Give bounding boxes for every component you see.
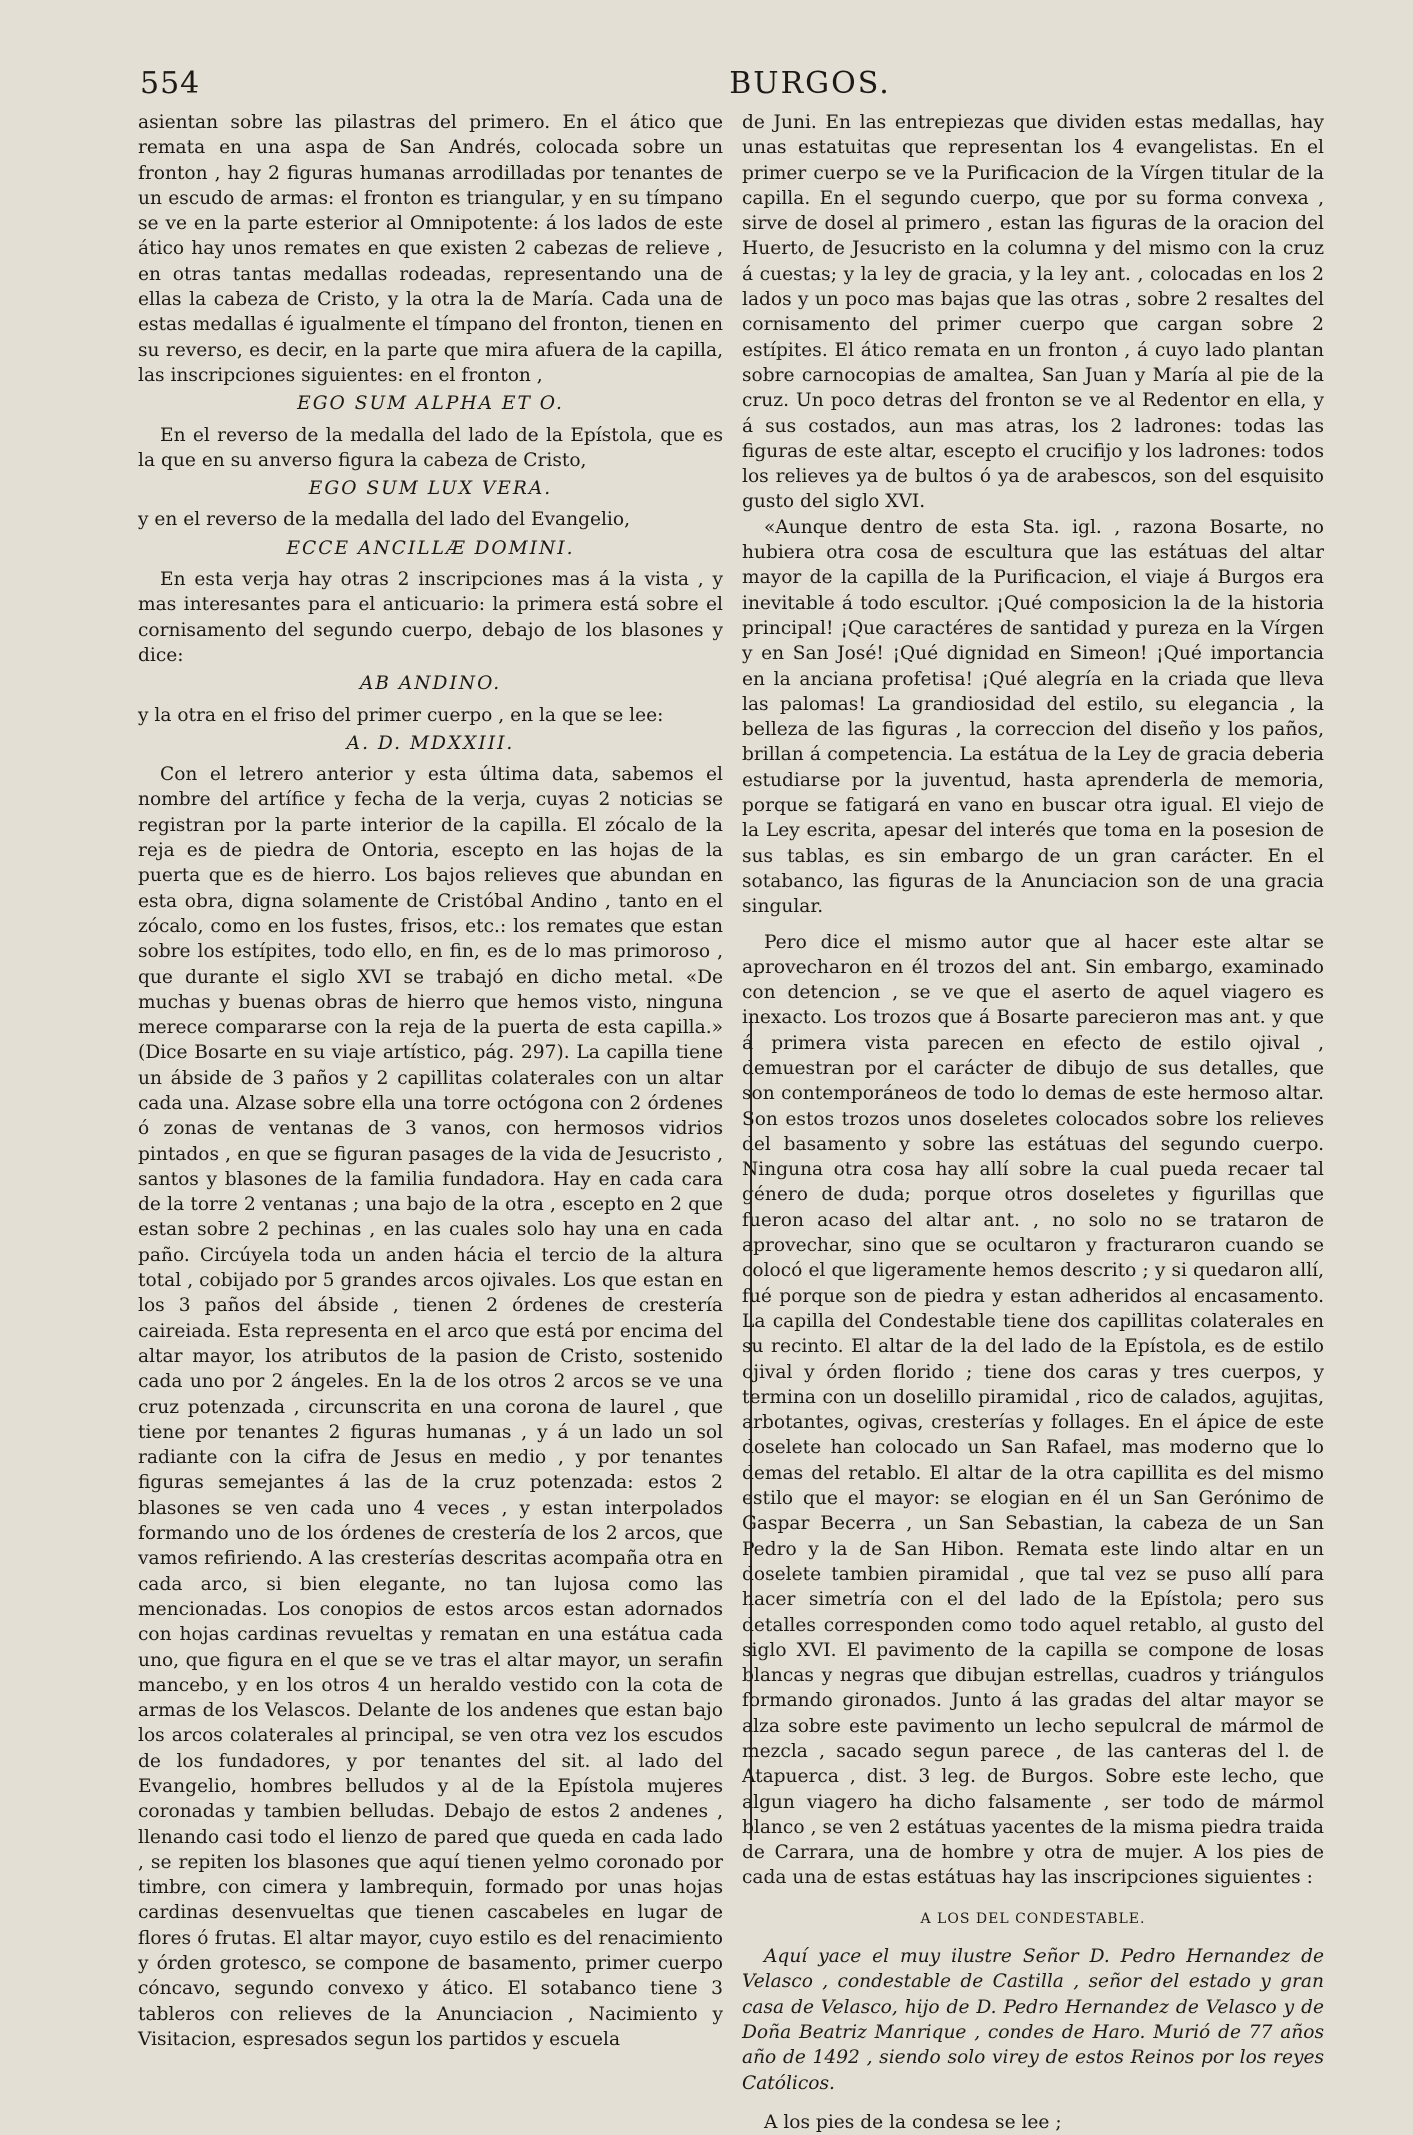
- page-number: 554: [140, 66, 201, 101]
- inscription: A. D. MDXXIII.: [346, 732, 515, 754]
- paragraph: A los pies de la condesa se lee ;: [764, 2111, 1062, 2133]
- paragraph: En esta verja hay otras 2 inscripciones mas á la vista , y mas interesantes para el anticuario: la primera está sobre el cornisamento del segundo cuerpo, debajo de los blasones y dice:: [138, 569, 723, 666]
- paragraph: y en el reverso de la medalla del lado del Evangelio,: [138, 509, 630, 531]
- inscription: EGO SUM ALPHA ET O.: [297, 393, 564, 415]
- paragraph: «Aunque dentro de esta Sta. igl. , razona Bosarte, no hubiera otra cosa de escultura que las estátuas del altar mayor de la capilla de la Purificacion, el viaje á Burgos era inevitable á todo escultor. ¡Qué composicion la de la historia principal! ¡Que caractéres de santidad y pureza en la Vírgen y en San José! ¡Qué dignidad en Simeon! ¡Qué importancia en la anciana profetisa! ¡Qué alegría en la criada que lleva las palomas! La grandiosidad del estilo, su elegancia , la belleza de las figuras , la correccion del diseño y los paños, brillan á competencia. La estátua de la Ley de gracia deberia estudiarse por la juventud, hasta aprenderla de memoria, porque se fatigará en vano en buscar otra igual. El viejo de la Ley escrita, apesar del interés que toma en la posesion de sus tablas, es sin embargo de un gran carácter. En el sotabanco, las figuras de la Anunciacion son de una gracia singular.: [742, 516, 1324, 918]
- paragraph: asientan sobre las pilastras del primero. En el ático que remata en una aspa de San Andrés, colocada sobre un fronton , hay 2 figuras humanas arrodilladas por tenantes de un escudo de armas: el fronton es triangular, y en su tímpano se ve en la parte esterior al Omnipotente: á los lados de este ático hay unos remates en que existen 2 cabezas de relieve , en otras tantas medallas rodeadas, representando una de ellas la cabeza de Cristo, y la otra la de María. Cada una de estas medallas é igualmente el tímpano del fronton, tienen en su reverso, es decir, en la parte que mira afuera de la capilla, las inscripciones siguientes: en el fronton ,: [138, 112, 723, 386]
- paragraph: En el reverso de la medalla del lado de la Epístola, que es la que en su anverso figura la cabeza de Cristo,: [138, 424, 723, 471]
- running-title: BURGOS.: [729, 66, 891, 101]
- paragraph: Con el letrero anterior y esta última data, sabemos el nombre del artífice y fecha de la verja, cuyas 2 noticias se registran por la parte interior de la capilla. El zócalo de la reja es de piedra de Ontoria, escepto en las hojas de la puerta que es de hierro. Los bajos relieves que abundan en esta obra, digna solamente de Cristóbal Andino , tanto en el zócalo, como en los fustes, frisos, etc.: los remates que estan sobre los estípites, todo ello, en fin, es de lo mas primoroso , que durante el siglo XVI se trabajó en dicho metal. «De muchas y buenas obras de hierro que hemos visto, ninguna merece compararse con la reja de la puerta de esta capilla.» (Dice Bosarte en su viaje artístico, pág. 297). La capilla tiene un ábside de 3 paños y 2 capillitas colaterales con un altar cada una. Alzase sobre ella una torre octógona con 2 órdenes ó zonas de ventanas de 3 vanos, con hermosos vidrios pintados , en que se figuran pasages de la vida de Jesucristo , santos y blasones de la familia fundadora. Hay en cada cara de la torre 2 ventanas ; una bajo de la otra , escepto en 2 que estan sobre 2 pechinas , en las cuales solo hay una en cada paño. Circúyela toda un anden hácia el tercio de la altura total , cobijado por 5 grandes arcos ojivales. Los que estan en los 3 paños del ábside , tienen 2 órdenes de crestería caireiada. Esta representa en el arco que está por encima del altar mayor, los atributos de la pasion de Cristo, sostenido cada uno por 2 ángeles. En la de los otros 2 arcos se ve una cruz potenzada , circunscrita en una corona de laurel , que tiene por tenantes 2 figuras humanas , y á un lado un sol radiante con la cifra de Jesus en medio , y por tenantes figuras semejantes á las de la cruz potenzada: estos 2 blasones se ven cada uno 4 veces , y estan interpolados formando uno de los órdenes de crestería de los 2 arcos, que vamos refiriendo. A las cresterías descritas acompaña otra en cada arco, si bien elegante, no tan lujosa como las mencionadas. Los conopios de estos arcos estan adornados con hojas cardinas revueltas y rematan en una estátua cada uno, que figura en el que se ve tras el altar mayor, un serafin mancebo, y en los otros 4 un heraldo vestido con la cota de armas de los Velascos. Delante de los andenes que estan bajo los arcos colaterales al principal, se ven otra vez los escudos de los fundadores, y por tenantes del sit. al lado del Evangelio, hombres belludos y al de la Epístola mujeres coronadas y tambien belludas. Debajo de estos 2 andenes , llenando casi todo el lienzo de pared que queda en cada lado , se repiten los blasones que aquí tienen yelmo coronado por timbre, con cimera y lambrequin, formado por unas hojas cardinas desenvueltas que tienen cascabeles en lugar de flores ó frutas. El altar mayor, cuyo estilo es del renacimiento y órden grotesco, se compone de basamento, primer cuerpo cóncavo, segundo convexo y ático. El sotabanco tiene 3 tableros con relieves de la Anunciacion , Nacimiento y Visitacion, espresados segun los partidos y escuela: [138, 764, 723, 2050]
- left-column: [138, 110, 723, 2052]
- paragraph: Pero dice el mismo autor que al hacer este altar se aprovecharon en él trozos del ant. Sin embargo, examinado con detencion , se ve que el aserto de aquel viagero es inexacto. Los trozos que á Bosarte parecieron mas ant. y que á primera vista parecen en efecto de estilo ojival , demuestran por el carácter de dibujo de sus detalles, que son contemporáneos de todo lo demas de este hermoso altar. Son estos trozos unos doseletes colocados sobre los relieves del basamento y sobre las estátuas del segundo cuerpo. Ninguna otra cosa hay allí sobre la cual pueda recaer tal género de duda; porque otros doseletes y figurillas que fueron acaso del altar ant. , no solo no se trataron de aprovechar, sino que se ocultaron y fracturaron cuando se colocó el que ligeramente hemos descrito ; y si quedaron allí, fué porque son de piedra y estan adheridos al encasamento. La capilla del Condestable tiene dos capillitas colaterales en su recinto. El altar de la del lado de la Epístola, es de estilo ojival y órden florido ; tiene dos caras y tres cuerpos, y termina con un doselillo piramidal , rico de calados, agujitas, arbotantes, ogivas, cresterías y follages. En el ápice de este doselete han colocado un San Rafael, mas moderno que lo demas del retablo. El altar de la otra capillita es del mismo estilo que el mayor: se elogian en él un San Gerónimo de Gaspar Becerra , un San Sebastian, la cabeza de un San Pedro y la de San Hibon. Remata este lindo altar en un doselete tambien piramidal , que tal vez se puso allí para hacer simetría con el del lado de la Epístola; pero sus detalles corresponden como todo aquel retablo, al gusto del siglo XVI. El pavimento de la capilla se compone de losas blancas y negras que dibujan estrellas, cuadros y triángulos formando gironados. Junto á las gradas del altar mayor se alza sobre este pavimento un lecho sepulcral de mármol de mezcla , sacado segun parece , de las canteras del l. de Atapuerca , dist. 3 leg. de Burgos. Sobre este lecho, que algun viagero ha dicho falsamente , ser todo de mármol blanco , se ven 2 estátuas yacentes de la misma piedra traida de Carrara, una de hombre y otra de mujer. A los pies de cada una de estas estátuas hay las inscripciones siguientes :: [742, 931, 1324, 1889]
- epitaph: Aquí yace el muy ilustre Señor D. Pedro Hernandez de Velasco , condestable de Castilla , señor del estado y gran casa de Velasco, hijo de D. Pedro Hernandez de Velasco y de Doña Beatriz Manrique , condes de Haro. Murió de 77 años año de 1492 , siendo solo virey de estos Reinos por los reyes Católicos.: [742, 1946, 1324, 2094]
- paragraph: y la otra en el friso del primer cuerpo , en la que se lee:: [138, 704, 664, 726]
- paragraph: de Juni. En las entrepiezas que dividen estas medallas, hay unas estatuitas que representan los 4 evangelistas. En el primer cuerpo se ve la Purificacion de la Vírgen titular de la capilla. En el segundo cuerpo, que por su forma convexa , sirve de dosel al primero , estan las figuras de la oracion del Huerto, de Jesucristo en la columna y del mismo con la cruz á cuestas; y la ley de gracia, y la ley ant. , colocadas en los 2 lados y un poco mas bajas que las otras , sobre 2 resaltes del cornisamento del primer cuerpo que cargan sobre 2 estípites. El ático remata en un fronton , á cuyo lado plantan sobre carnocopias de amaltea, San Juan y María al pie de la cruz. Un poco detras del fronton se ve al Redentor en ella, y á sus costados, aun mas atras, los 2 ladrones: todas las figuras de este altar, escepto el crucifijo y los ladrones: todos los relieves ya de bultos ó ya de arabescos, son del esquisito gusto del siglo XVI.: [742, 112, 1324, 513]
- page-header: [140, 66, 1290, 106]
- section-heading: A LOS DEL CONDESTABLE.: [920, 1910, 1146, 1927]
- inscription: EGO SUM LUX VERA.: [308, 478, 553, 500]
- right-column: [742, 110, 1324, 2135]
- inscription: ECCE ANCILLÆ DOMINI.: [286, 537, 575, 559]
- inscription: AB ANDINO.: [359, 673, 502, 695]
